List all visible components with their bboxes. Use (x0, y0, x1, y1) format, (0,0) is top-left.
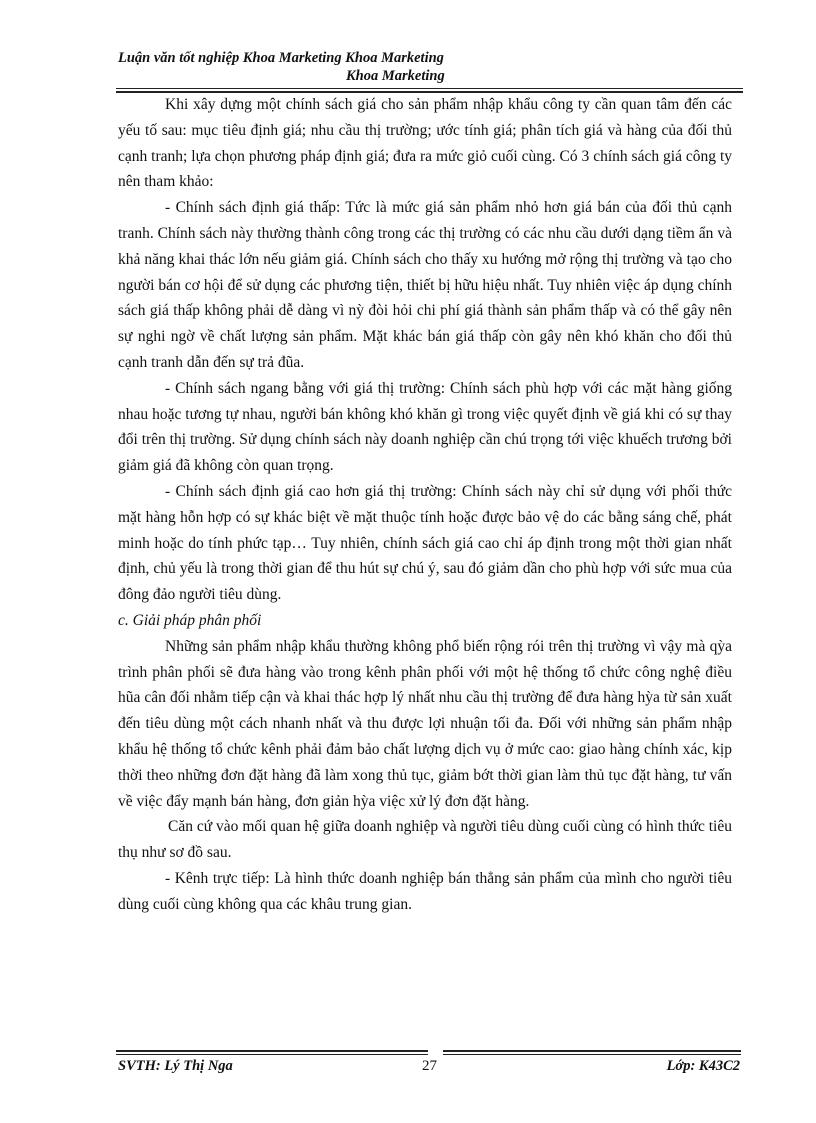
document-body (118, 92, 732, 918)
paragraph-distribution: Những sản phẩm nhập khẩu thường không phổ biến rộng rói trên thị trường vì vậy mà qỳa trình phân phối sẽ đưa hàng vào trong kênh phân phối với một hệ thống tổ chức công nghệ điều hũa cân đối nhằm tiếp cận và khai thác hợp lý nhất nhu cầu thị trường để đưa hàng hỳa từ sản xuất đến tiêu dùng một cách nhanh nhất và thu được lợi nhuận tối đa. Đối với những sản phẩm nhập khẩu hệ thống tổ chức kênh phải đảm bảo chất lượng dịch vụ ở mức cao: giao hàng chính xác, kịp thời theo những đơn đặt hàng đã làm xong thủ tục, giảm bớt thời gian làm thủ tục đặt hàng, tư vấn về việc đẩy mạnh bán hàng, đơn giản hỳa việc xử lý đơn đặt hàng. (118, 637, 732, 810)
paragraph-low-price-policy: - Chính sách định giá thấp: Tức là mức giá sản phẩm nhỏ hơn giá bán của đối thủ cạnh tranh. Chính sách này thường thành công trong các thị trường có các nhu cầu dưới dạng tiềm ẩn và khả năng khai thác lớn nếu giảm giá. Chính sách cho thấy xu hướng mở rộng thị trường và tạo cho người bán cơ hội để sử dụng các phương tiện, thiết bị hữu hiệu nhất. Tuy nhiên việc áp dụng chính sách giá thấp không phải dễ dàng vì nỳ đòi hỏi chi phí giá thành sản phẩm thấp và có thể gây nên sự nghi ngờ về chất lượng sản phẩm. Mặt khác bán giá thấp còn gây nên khó khăn cho đối thủ cạnh tranh dẫn đến sự trả đũa. (118, 199, 732, 371)
footer-student-name: SVTH: Lý Thị Nga (118, 1058, 233, 1074)
paragraph-market-price-policy: - Chính sách ngang bằng với giá thị trường: Chính sách phù hợp với các mặt hàng giống nhau hoặc tương tự nhau, người bán không khó khăn gì trong việc quyết định về giá khi có sự thay đổi trên thị trường. Sử dụng chính sách này doanh nghiệp cần chú trọng tới việc khuếch trương bởi giảm giá đã không còn quan trọng. (118, 379, 732, 475)
paragraph-intro: Khi xây dựng một chính sách giá cho sản phẩm nhập khẩu công ty cần quan tâm đến các yếu tố sau: mục tiêu định giá; nhu cầu thị trường; ước tính giá; phân tích giá và hàng của đối thủ cạnh tranh; lựa chọn phương pháp định giá; đưa ra mức giỏ cuối cùng. Có 3 chính sách giá công ty nên tham khảo: (118, 96, 732, 191)
paragraph-high-price-policy: - Chính sách định giá cao hơn giá thị trường: Chính sách này chỉ sử dụng với phối thức mặt hàng hỗn hợp có sự khác biệt về mặt thuộc tính hoặc được bảo vệ do các bằng sáng chế, phát minh hoặc do tính phức tạp… Tuy nhiên, chính sách giá cao chỉ áp định trong một thời gian nhất định, chủ yếu là trong thời gian để thu hút sự chú ý, sau đó giảm dần cho phù hợp với sức mua của đông đảo người tiêu dùng. (118, 482, 732, 604)
footer-class: Lớp: K43C2 (666, 1058, 740, 1074)
footer-divider-left (116, 1050, 428, 1055)
paragraph-direct-channel: - Kênh trực tiếp: Là hình thức doanh nghiệp bán thẳng sản phẩm của mình cho người tiêu dùng cuối cùng không qua các khâu trung gian. (118, 869, 732, 913)
footer-divider-right (443, 1050, 741, 1055)
header-title-line1: Luận văn tốt nghiệp Khoa Marketing Khoa Marketing (118, 50, 444, 66)
header-title-line2: Khoa Marketing (346, 68, 445, 84)
paragraph-consumption-forms: Căn cứ vào mối quan hệ giữa doanh nghiệp và người tiêu dùng cuối cùng có hình thức tiêu thụ như sơ đồ sau. (118, 818, 732, 862)
footer-page-number: 27 (422, 1058, 437, 1074)
section-heading-distribution: c. Giải pháp phân phối (118, 611, 262, 629)
